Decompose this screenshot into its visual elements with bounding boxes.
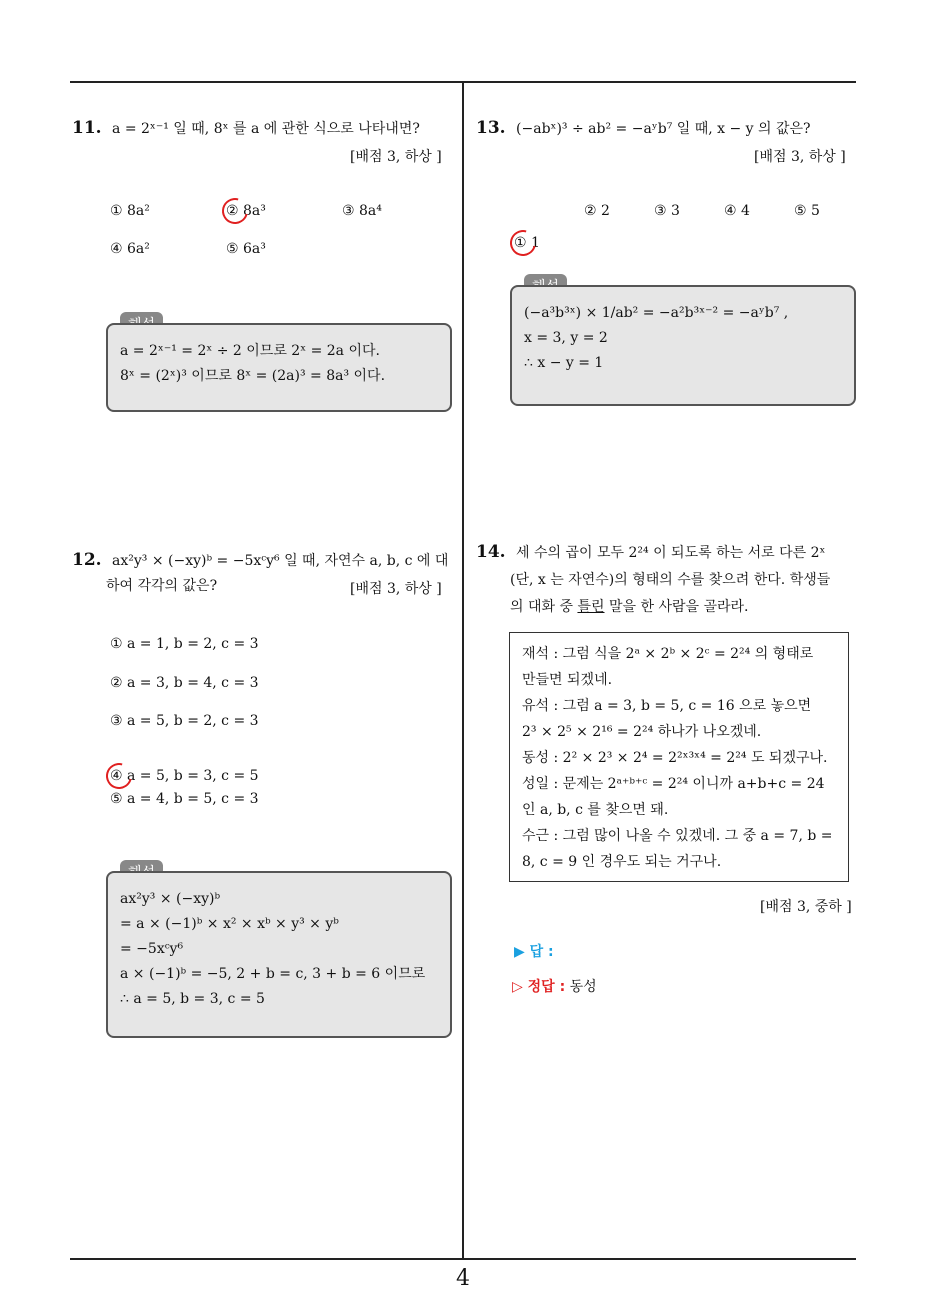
column-divider xyxy=(462,82,464,1258)
question-number: 11. xyxy=(72,118,102,138)
explanation-line: = a × (−1)ᵇ × x² × xᵇ × y³ × yᵇ xyxy=(120,916,339,932)
question-meta: [배점 3, 하상 ] xyxy=(754,149,846,165)
stem-text: 의 대화 중 xyxy=(510,599,578,615)
dialogue-line: 성일 : 문제는 2ᵃ⁺ᵇ⁺ᶜ = 2²⁴ 이니까 a+b+c = 24 xyxy=(522,776,825,792)
stem-text: 말을 한 사람을 골라라. xyxy=(604,599,749,615)
answer-line xyxy=(514,941,554,961)
explanation-line: a = 2ˣ⁻¹ = 2ˣ ÷ 2 이므로 2ˣ = 2a 이다. xyxy=(120,343,380,359)
page-number: 4 xyxy=(456,1266,470,1291)
explanation-box xyxy=(510,285,856,406)
explanation-line: ax²y³ × (−xy)ᵇ xyxy=(120,891,221,907)
question-stem-line2: 하여 각각의 값은? xyxy=(106,578,218,594)
choice-1[interactable]: ① 8a² xyxy=(110,203,150,219)
question-stem: 세 수의 곱이 모두 2²⁴ 이 되도록 하는 서로 다른 2ˣ xyxy=(516,545,826,561)
dialogue-box xyxy=(509,632,849,882)
dialogue-line: 만들면 되겠네. xyxy=(522,672,613,688)
choice-3[interactable]: ③ a = 5, b = 2, c = 3 xyxy=(110,713,259,729)
question-meta: [배점 3, 하상 ] xyxy=(350,581,442,597)
dialogue-line: 재석 : 그럼 식을 2ᵃ × 2ᵇ × 2ᶜ = 2²⁴ 의 형태로 xyxy=(522,646,814,662)
correct-answer-line xyxy=(512,976,597,996)
explanation-box xyxy=(106,323,452,412)
explanation-box xyxy=(106,871,452,1038)
question-12 xyxy=(72,548,456,573)
explanation-line: a × (−1)ᵇ = −5, 2 + b = c, 3 + b = 6 이므로 xyxy=(120,966,426,982)
question-stem: a = 2ˣ⁻¹ 일 때, 8ˣ 를 a 에 관한 식으로 나타내면? xyxy=(112,121,420,137)
choice-2-selected[interactable]: ② 8a³ xyxy=(226,203,926,219)
choice-2[interactable]: ② 2 xyxy=(584,203,610,219)
explanation-line: x = 3, y = 2 xyxy=(524,330,608,346)
explanation-line: = −5xᶜy⁶ xyxy=(120,941,184,957)
question-number: 12. xyxy=(72,550,102,570)
choice-2[interactable]: ② a = 3, b = 4, c = 3 xyxy=(110,675,259,691)
choice-4[interactable]: ④ 6a² xyxy=(110,241,150,257)
question-stem-line2: (단, x 는 자연수)의 형태의 수를 찾으려 한다. 학생들 xyxy=(510,572,831,588)
explanation-line: 8ˣ = (2ˣ)³ 이므로 8ˣ = (2a)³ = 8a³ 이다. xyxy=(120,368,386,384)
choice-4[interactable]: ④ 4 xyxy=(724,203,750,219)
explanation-line: (−a³b³ˣ) × 1/ab² = −a²b³ˣ⁻² = −aʸb⁷ , xyxy=(524,305,789,321)
choice-5[interactable]: ⑤ a = 4, b = 5, c = 3 xyxy=(110,791,259,807)
dialogue-line: 수근 : 그럼 많이 나올 수 있겠네. 그 중 a = 7, b = xyxy=(522,828,833,844)
question-13 xyxy=(476,116,856,141)
stem-emphasis: 틀린 xyxy=(577,599,605,615)
question-stem: ax²y³ × (−xy)ᵇ = −5xᶜy⁶ 일 때, 자연수 a, b, c 에 대 xyxy=(112,553,449,569)
dialogue-line: 인 a, b, c 를 찾으면 돼. xyxy=(522,802,669,818)
explanation-line: ∴ x − y = 1 xyxy=(524,355,604,371)
question-stem-line3 xyxy=(510,595,748,619)
question-11 xyxy=(72,116,452,141)
choice-5[interactable]: ⑤ 6a³ xyxy=(226,241,266,257)
choice-1[interactable]: ① a = 1, b = 2, c = 3 xyxy=(110,636,259,652)
dialogue-line: 유석 : 그럼 a = 3, b = 5, c = 16 으로 놓으면 xyxy=(522,698,812,714)
explanation-line: ∴ a = 5, b = 3, c = 5 xyxy=(120,991,265,1007)
question-number: 13. xyxy=(476,118,506,138)
correct-answer-label: ▷ 정답 : xyxy=(512,979,566,995)
dialogue-line: 8, c = 9 인 경우도 되는 거구나. xyxy=(522,854,722,870)
choice-3[interactable]: ③ 8a⁴ xyxy=(342,203,382,219)
choice-4-selected[interactable]: ④ a = 5, b = 3, c = 5 xyxy=(110,768,926,784)
correct-answer-value: 동성 xyxy=(569,979,597,995)
bottom-rule xyxy=(70,1258,856,1260)
answer-label: ▶ 답 : xyxy=(514,944,554,960)
choice-3[interactable]: ③ 3 xyxy=(654,203,680,219)
dialogue-line: 동성 : 2² × 2³ × 2⁴ = 2²ˣ³ˣ⁴ = 2²⁴ 도 되겠구나. xyxy=(522,750,828,766)
choice-5[interactable]: ⑤ 5 xyxy=(794,203,820,219)
question-stem: (−abˣ)³ ÷ ab² = −aʸb⁷ 일 때, x − y 의 값은? xyxy=(516,121,811,137)
dialogue-line: 2³ × 2⁵ × 2¹⁶ = 2²⁴ 하나가 나오겠네. xyxy=(522,724,762,740)
question-meta: [배점 3, 중하 ] xyxy=(760,899,852,915)
question-14 xyxy=(476,540,860,565)
question-number: 14. xyxy=(476,542,506,562)
choice-1-selected[interactable]: ① 1 xyxy=(514,235,926,251)
question-meta: [배점 3, 하상 ] xyxy=(350,149,442,165)
